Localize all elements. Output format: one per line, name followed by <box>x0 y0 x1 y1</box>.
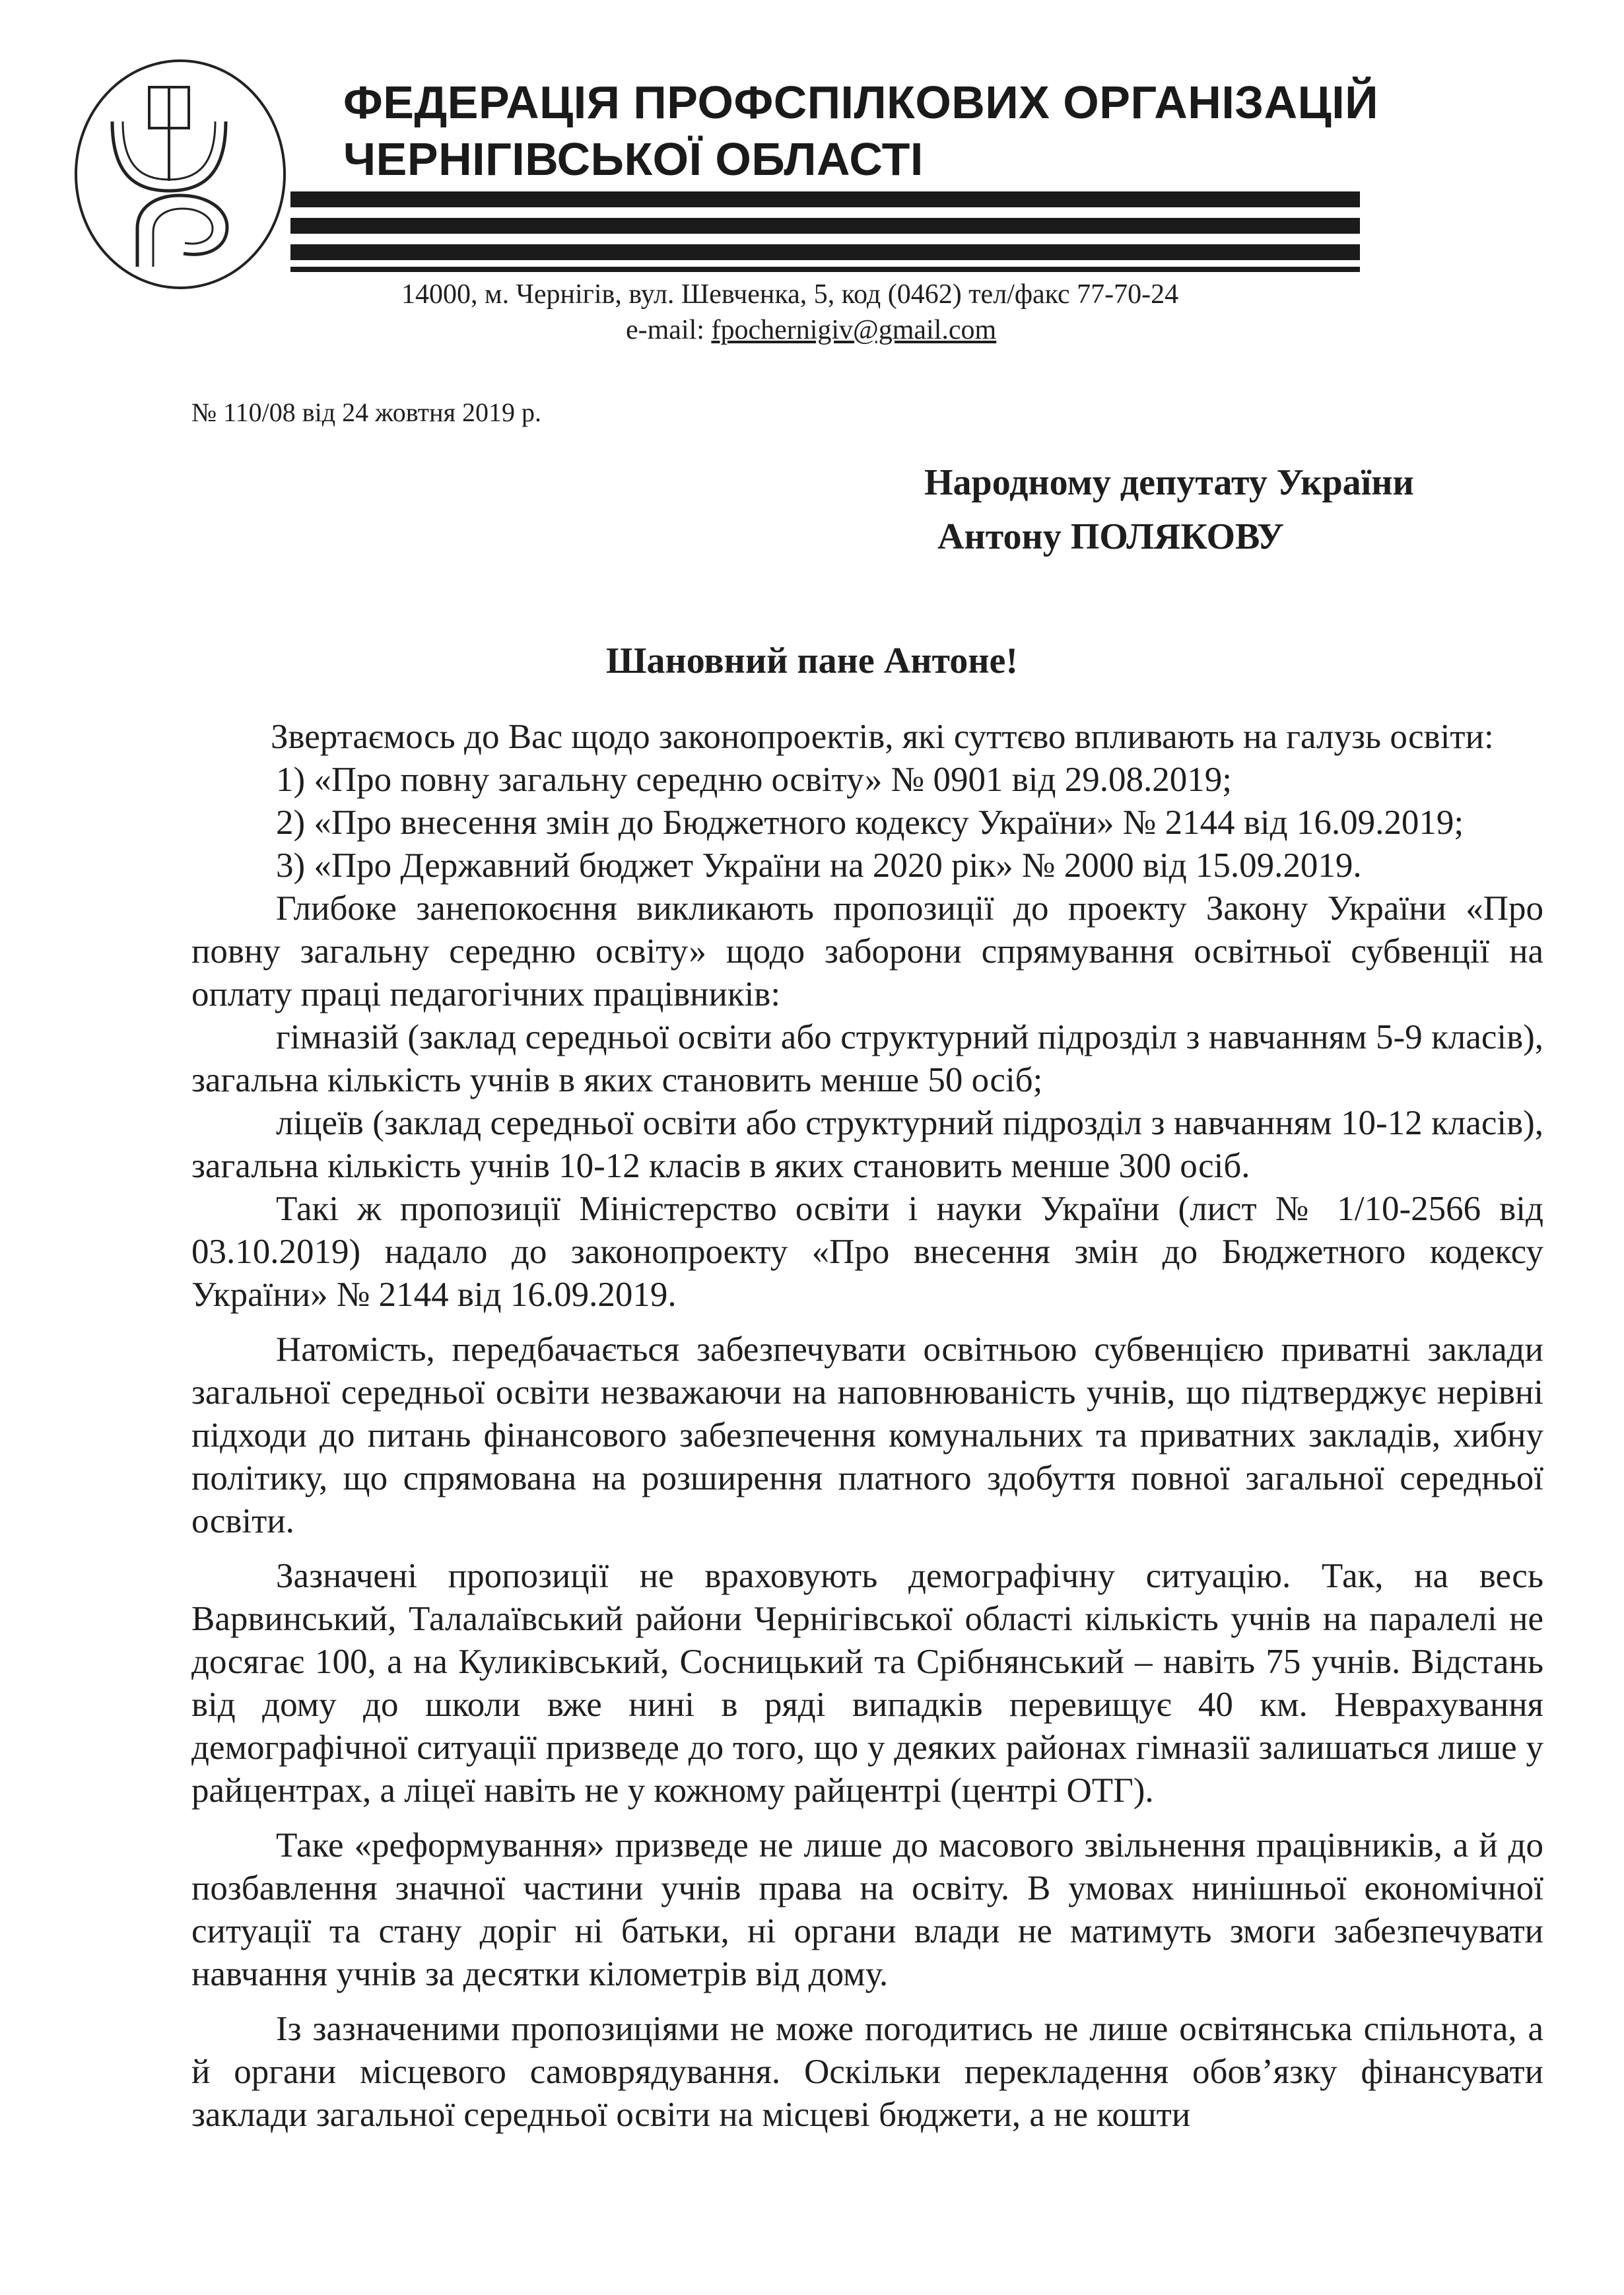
list-item-2: 2) «Про внесення змін до Бюджетного кодексу України» № 2144 від 16.09.2019; <box>276 804 1464 842</box>
addressee-block <box>924 456 1558 564</box>
list-item-1: 1) «Про повну загальну середню освіту» № 0901 від 29.08.2019; <box>276 761 1232 799</box>
organization-title-line1: ФЕДЕРАЦІЯ ПРОФСПІЛКОВИХ ОРГАНІЗАЦІЙ <box>343 77 1379 128</box>
list-item-3: 3) «Про Державний бюджет України на 2020 рік» № 2000 від 15.09.2019. <box>276 846 1362 885</box>
paragraph-gymnasiums: гімназій (заклад середньої освіти або структурний підрозділ з навчанням 5-9 класів), загальна кількість учнів в яких становить менше 50 осіб; <box>191 1018 1543 1099</box>
paragraph-community: Із зазначеними пропозиціями не може погодитись не лише освітянська спільнота, а й органи місцевого самоврядування. Оскільки перекладення обов’язку фінансувати заклади загальної середньої освіти на місцеві бюджети, а не кошти <box>191 2010 1543 2134</box>
paragraph-demography: Зазначені пропозиції не враховують демографічну ситуацію. Так, на весь Варвинський, Талалаївський райони Чернігівської області кількість учнів на паралелі не досягає 100, а на Куликівський, Сосницький та Срібнянський – навіть 75 учнів. Відстань від дому до школи вже нині в ряді випадків перевищує 40 км. Неврахування демографічної ситуації призведе до того, що у деяких районах гімназії залишаться лише у райцентрах, а ліцеї навіть не у кожному райцентрі (центрі ОТГ). <box>191 1557 1543 1810</box>
letterhead-stripe <box>290 218 1360 234</box>
addressee-name: Антону ПОЛЯКОВУ <box>937 516 1284 557</box>
paragraph-lyceums: ліцеїв (заклад середньої освіти або структурний підрозділ з навчанням 10-12 класів), загальна кількість учнів 10-12 класів в яких становить менше 300 осіб. <box>191 1104 1543 1185</box>
organization-title-line2: ЧЕРНІГІВСЬКОЇ ОБЛАСТІ <box>343 133 924 185</box>
paragraph-instead: Натомість, передбачається забезпечувати освітньою субвенцією приватні заклади загальної середньої освіти незважаючи на наповнюваність учнів, що підтверджує нерівні підходи до питань фінансового забезпечення комунальних та приватних закладів, хибну політику, що спрямована на розширення платного здобуття повної загальної середньої освіти. <box>191 1330 1543 1540</box>
organization-title <box>343 74 1466 188</box>
organization-address: 14000, м. Чернігів, вул. Шевченка, 5, код (0462) тел/факс 77-70-24 <box>401 279 1179 310</box>
paragraph-reform: Таке «реформування» призведе не лише до масового звільнення працівників, а й до позбавлення значної частини учнів права на освіту. В умовах нинішньої економічної ситуації та стану доріг ні батьки, ні органи влади не матимуть змоги забезпечувати навчання учнів за десятки кілометрів від дому. <box>191 1826 1543 1993</box>
letterhead-stripe <box>290 244 1360 260</box>
document-reference: № 110/08 від 24 жовтня 2019 р. <box>191 397 541 427</box>
letterhead-stripe <box>290 267 1360 272</box>
organization-email <box>626 313 1286 347</box>
greeting: Шановний пане Антоне! <box>605 640 1019 681</box>
email-label: e-mail: <box>626 315 712 345</box>
addressee-position: Народному депутату України <box>924 462 1414 503</box>
federation-emblem-icon <box>71 55 289 293</box>
email-link[interactable]: fpochernigiv@gmail.com <box>711 315 997 345</box>
letterhead-stripe <box>290 191 1360 207</box>
letter-body <box>191 716 1543 2137</box>
paragraph-concern: Глибоке занепокоєння викликають пропозиції до проекту Закону України «Про повну загальну середню освіту» щодо заборони спрямування освітньої субвенції на оплату праці педагогічних працівників: <box>191 889 1543 1013</box>
paragraph-ministry: Такі ж пропозиції Міністерство освіти і науки України (лист № 1/10-2566 від 03.10.2019) надало до законопроекту «Про внесення змін до Бюджетного кодексу України» № 2144 від 16.09.2019. <box>191 1190 1543 1314</box>
paragraph-intro: Звертаємось до Вас щодо законопроектів, які суттєво впливають на галузь освіти: <box>271 718 1494 756</box>
